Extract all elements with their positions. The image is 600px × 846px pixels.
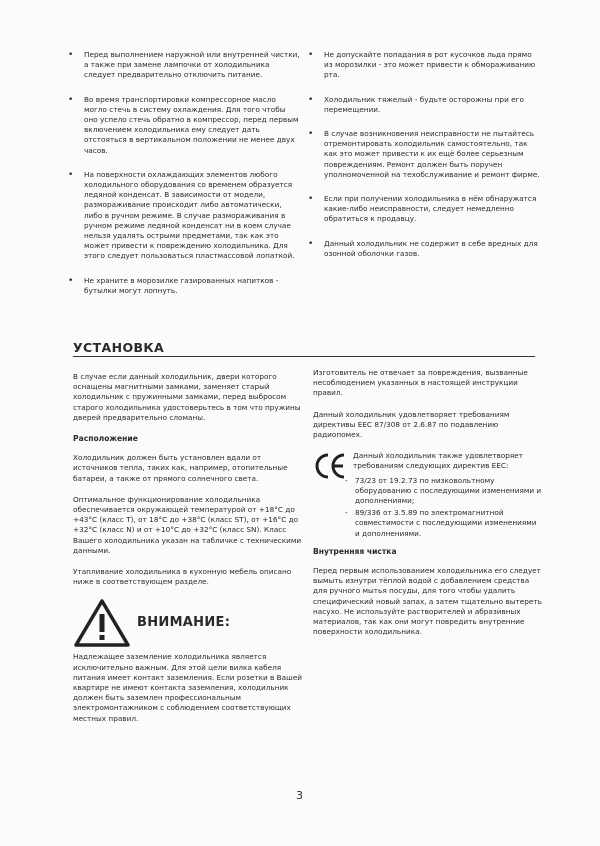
ce-list-item: - 89/336 от 3.5.89 по электромагнитной совместимости с последующими изменениями и дополнениями. [345,508,537,538]
bullet-item [302,239,542,259]
bullet-dot: • [68,275,74,286]
cleaning-paragraph: Перед первым использованием холодильника его следует вымыть изнутри тёплой водой с добавлением средства для ручного мытья посуды, для того чтобы удалить специфический новый запах, а затем тщательно вытереть насухо. Не используйте растворителей и абразивных материалов, так как они могут повредить внутренние поверхности холодильника. [313,566,542,637]
warning-paragraph: Надлежащее заземление холодильника является исключительно важным. Для этой цели вилка кабеля питания имеет контакт заземления. Если розетки в Вашей квартире не имеют контакта заземления, холодильник должен быть заземлен профессиональным электромонтажником с соблюдением соответствующих местных правил. [73,652,303,723]
section-title: УСТАНОВКА [73,340,165,355]
bullet-item [302,129,542,180]
placement-paragraph: Оптимальное функционирование холодильника обеспечивается окружающей температурой от +18°C до +43°C (класс T), от 18°C до +38°C (класс ST), от +16°C до +32°C (класс N) и от +10°C до +32°C (класс SN). Класс Вашего холодильника указан на табличке с техническими данными. [73,494,302,555]
bullet-dot: • [68,94,74,105]
bullet-item [62,50,300,81]
cleaning-heading: Внутренняя чистка [313,546,397,556]
bullet-item [302,95,542,115]
section-divider [73,356,535,357]
bullet-item [62,95,300,156]
bullet-dot: • [308,129,314,140]
warning-triangle-icon [73,598,131,648]
ce-text: Данный холодильник также удовлетворяет требованиям следующих директив EEC: [353,451,524,471]
placement-heading: Расположение [73,434,138,444]
warning-label: ВНИМАНИЕ: [137,615,231,631]
liability-paragraph: Изготовитель не отвечает за повреждения, вызванные несоблюдением указанных в настоящей инструкции правил. [313,368,528,398]
bullet-text: Данный холодильник не содержит в себе вредных для озонной оболочки газов. [324,238,538,258]
bullet-text: Перед выполнением наружной или внутренней чистки, а также при замене лампочки от холодильника следует предварительно отключить питание. [84,50,300,80]
top-left-column [62,50,300,308]
ce-block [313,451,543,471]
intro-paragraph: В случае если данный холодильник, двери которого оснащены магнитными замками, заменяет старый холодильник с пружинными замками, перед выбросом старого холодильника удостоверьтесь в том что пружины дверей предварительно сломаны. [73,372,301,422]
bullet-text: Не храните в морозилке газированных напитков - бутылки могут лопнуть. [84,275,279,295]
bullet-dot: • [308,238,314,249]
bullet-text: Холодильник тяжелый - будьте осторожны при его перемещении. [324,94,524,114]
bullet-dot: • [308,94,314,105]
directive-paragraph: Данный холодильник удовлетворяет требованиям директивы EEC 87/308 от 2.6.87 по подавлению радиопомех. [313,409,510,440]
bullet-dot: • [308,194,314,205]
install-left-column [73,372,303,735]
bullet-dot: • [68,169,74,180]
bullet-item [302,50,542,81]
bullet-dot: • [68,50,74,60]
bullet-item [62,170,300,262]
bullet-text: На поверхности охлаждающих элементов любого холодильного оборудования со временем образуется ледяной конденсат. В зависимости от модели, размораживание происходит либо автоматически, либо в ручном режиме. В случае размораживания в ручном режиме ледяной конденсат ни в коем случае нельзя удалять острыми предметами, так как это может привести к повреждению холодильника. Для этого следует пользоваться пластмассовой лопаткой. [84,169,295,261]
warning-header [73,598,303,648]
placement-paragraph: Холодильник должен быть установлен вдали от источников тепла, таких как, например, отопительные батареи, а также от прямого солнечного света. [73,453,288,483]
bullet-text: Во время транспортировки компрессорное масло могло стечь в систему охлаждения. Для того чтобы оно успело стечь обратно в компрессор, перед первым включением холодильника ему следует дать отстояться в вертикальном положении не менее двух часов. [84,94,299,155]
install-right-column [313,368,543,648]
bullet-item [62,276,300,296]
bullet-text: Если при получении холодильника в нём обнаружатся какие-либо неисправности, следует немедленно обратиться к продавцу. [324,194,537,224]
bullet-dot: • [308,50,314,60]
bullet-text: В случае возникновения неисправности не пытайтесь отремонтировать холодильник самостоятельно, так как это может привести к их ещё более серьезным повреждениям. Ремонт должен быть поручен уполномоченной на техобслуживание и ремонт фирме. [324,129,540,179]
bullet-item [302,194,542,225]
bullet-text: Не допускайте попадания в рот кусочков льда прямо из морозилки - это может привести к обмораживанию рта. [324,50,536,80]
page-number: 3 [296,789,303,802]
ce-list-item: - 73/23 от 19.2.73 по низковольтному оборудованию с последующими изменениями и дополнениями; [345,475,542,506]
top-right-column [302,50,542,271]
placement-paragraph: Утапливание холодильника в кухонную мебель описано ниже в соответствующем разделе. [73,567,292,587]
